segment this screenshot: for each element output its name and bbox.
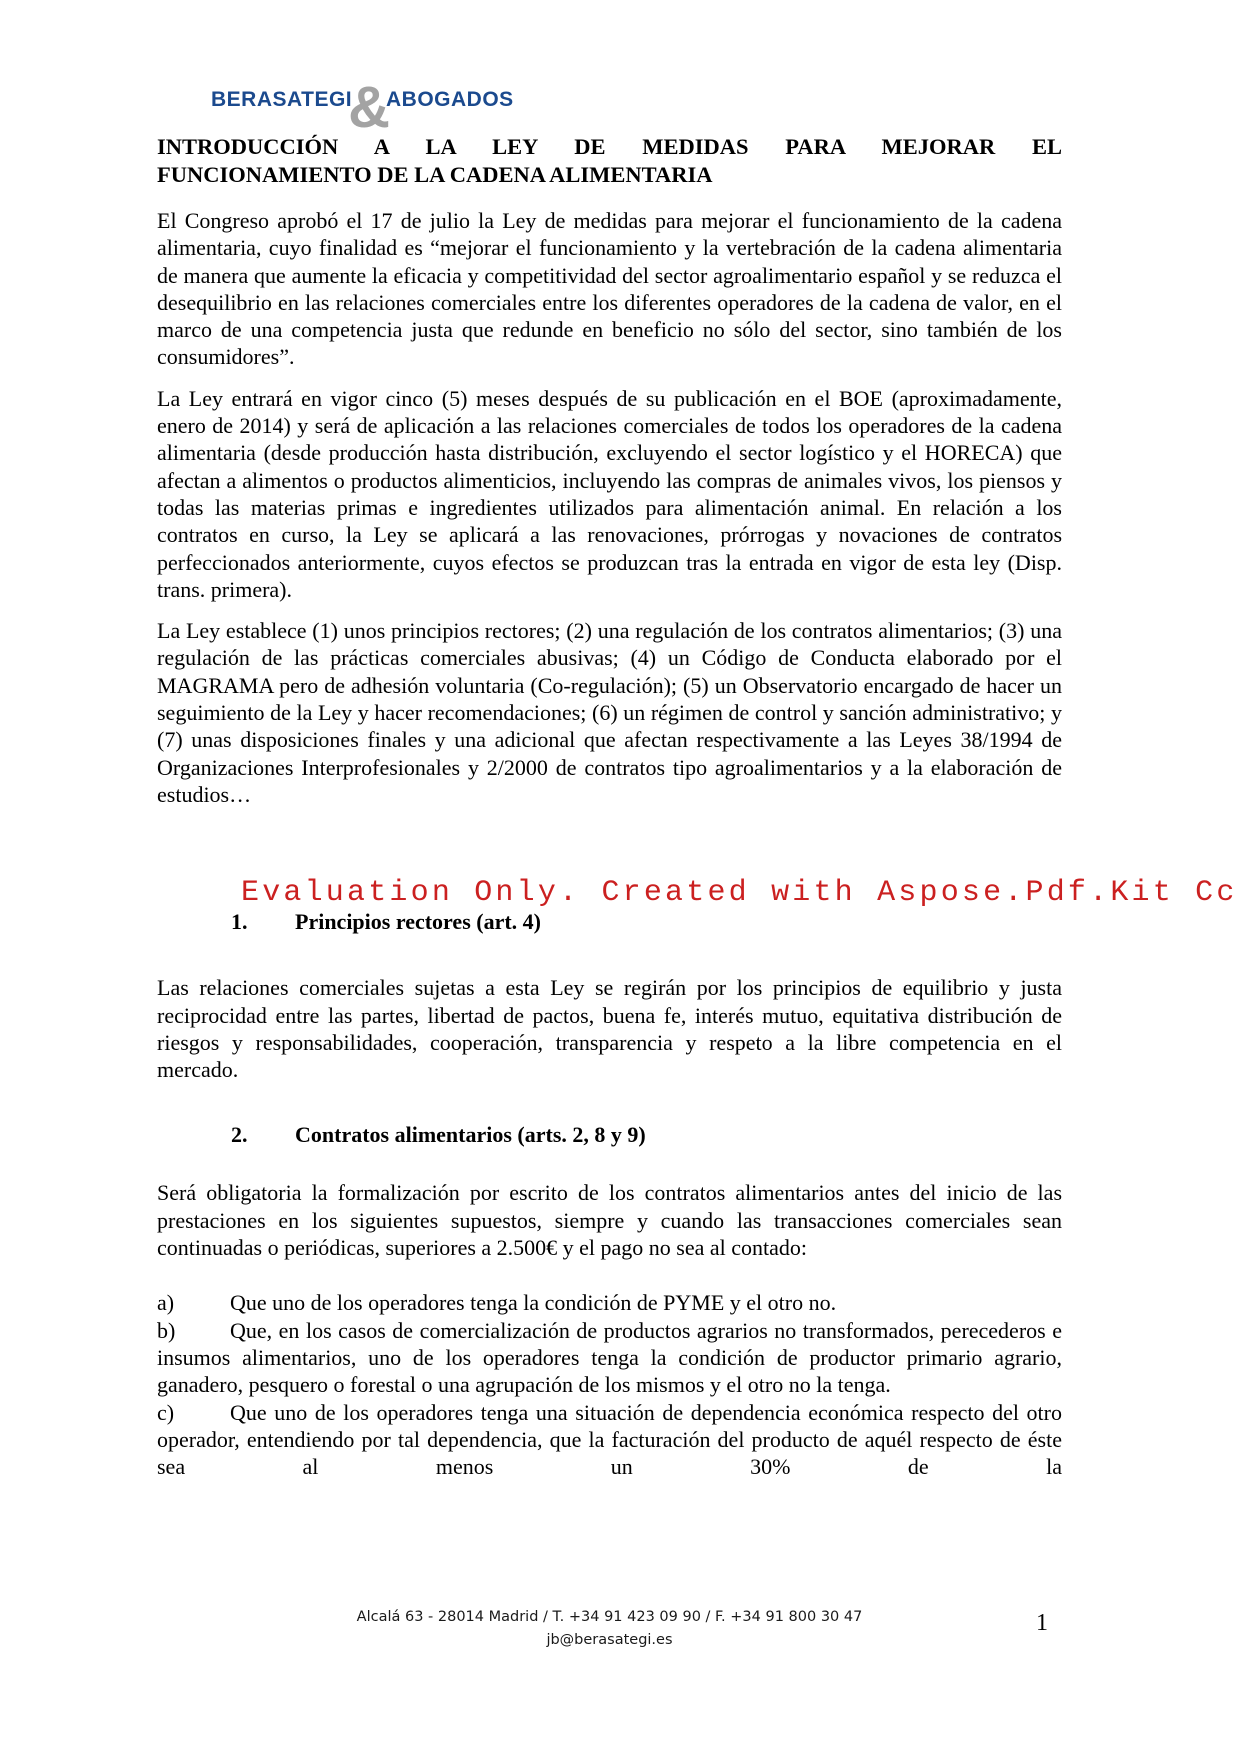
list-marker-c: c) [157,1399,175,1425]
section-2-number: 2. [231,1122,248,1148]
page-footer [157,1606,1062,1652]
evaluation-watermark: Evaluation Only. Created with Aspose.Pdf.Kit Cc [241,876,1238,910]
page-number: 1 [1036,1610,1048,1636]
list-marker-a: a) [157,1290,175,1316]
list-item-b [157,1317,1062,1399]
list-item-a [157,1289,1062,1316]
ampersand-icon: & [348,74,391,140]
firm-logo [211,70,1062,140]
list-text-c: Que uno de los operadores tenga una situación de dependencia económica respecto del otro operador, entendiendo por tal dependencia, que la facturación del producto de aquél respecto de éste sea al menos un 30% de la [157,1399,1062,1480]
section-1-body: Las relaciones comerciales sujetas a esta Ley se regirán por los principios de equilibrio y justa reciprocidad entre las partes, libertad de pactos, buena fe, interés mutuo, equitativa distribución de riesgos y responsabilidades, cooperación, transparencia y respeto a la libre competencia en el mercado. [157,975,1062,1083]
logo-abogados-text: ABOGADOS [386,88,514,111]
footer-email: jb@berasategi.es [546,1632,673,1648]
conditions-list [157,1289,1062,1480]
section-1-heading [231,908,1062,936]
list-marker-b: b) [157,1317,176,1343]
intro-paragraph-3: La Ley establece (1) unos principios rectores; (2) una regulación de los contratos alimentarios; (3) una regulación de las prácticas comerciales abusivas; (4) un Código de Conducta elaborado por el MAGRAMA pero de adhesión voluntaria (Co-regulación); (5) un Observatorio encargado de hacer un seguimiento de la Ley y hacer recomendaciones; (6) un régimen de control y sanción administrativo; y (7) unas disposiciones finales y una adicional que afectan respectivamente a las Leyes 38/1994 de Organizaciones Interprofesionales y 2/2000 de contratos tipo agroalimentarios y a la elaboración de estudios… [157,618,1062,807]
section-1-title: Principios rectores (art. 4) [295,909,541,935]
document-title [157,133,1062,189]
list-text-b: Que, en los casos de comercialización de productos agrarios no transformados, perecederos e insumos alimentarios, uno de los operadores tenga la condición de productor primario agrario, ganadero, pesquero o forestal o una agrupación de los mismos y el otro no la tenga. [157,1317,1062,1398]
page-content [157,0,1062,1480]
section-1-number: 1. [231,909,248,935]
section-2-heading [231,1121,1062,1149]
list-item-c [157,1399,1062,1481]
list-text-a: Que uno de los operadores tenga la condición de PYME y el otro no. [230,1290,837,1316]
intro-paragraph-2: La Ley entrará en vigor cinco (5) meses después de su publicación en el BOE (aproximadamente, enero de 2014) y será de aplicación a las relaciones comerciales de todos los operadores de la cadena alimentaria (desde producción hasta distribución, excluyendo el sector logístico y el HORECA) que afectan a alimentos o productos alimenticios, incluyendo las compras de animales vivos, los piensos y todas las materias primas e ingredientes utilizados para alimentación animal. En relación a los contratos en curso, la Ley se aplicará a las renovaciones, prórrogas y novaciones de contratos perfeccionados anteriormente, cuyos efectos se produzcan tras la entrada en vigor de esta ley (Disp. trans. primera). [157,385,1062,602]
section-2-title: Contratos alimentarios (arts. 2, 8 y 9) [295,1122,646,1148]
intro-paragraph-1: El Congreso aprobó el 17 de julio la Ley de medidas para mejorar el funcionamiento de la cadena alimentaria, cuyo finalidad es “mejorar el funcionamiento y la vertebración de la cadena alimentaria de manera que aumente la eficacia y competitividad del sector agroalimentario español y se reduzca el desequilibrio en las relaciones comerciales entre los diferentes operadores de la cadena de valor, en el marco de una competencia justa que redunde en beneficio no sólo del sector, sino también de los consumidores”. [157,208,1062,370]
section-2-body: Será obligatoria la formalización por escrito de los contratos alimentarios antes del inicio de las prestaciones en los siguientes supuestos, siempre y cuando las transacciones comerciales sean continuadas o periódicas, superiores a 2.500€ y el pago no sea al contado: [157,1180,1062,1261]
logo-berasategi-text: BERASATEGI [211,88,353,111]
footer-address: Alcalá 63 - 28014 Madrid / T. +34 91 423 09 90 / F. +34 91 800 30 47 [356,1609,863,1625]
document-title-line-1: INTRODUCCIÓN A LA LEY DE MEDIDAS PARA MEJORAR EL [157,134,1062,159]
document-title-line-2: FUNCIONAMIENTO DE LA CADENA ALIMENTARIA [157,162,713,187]
